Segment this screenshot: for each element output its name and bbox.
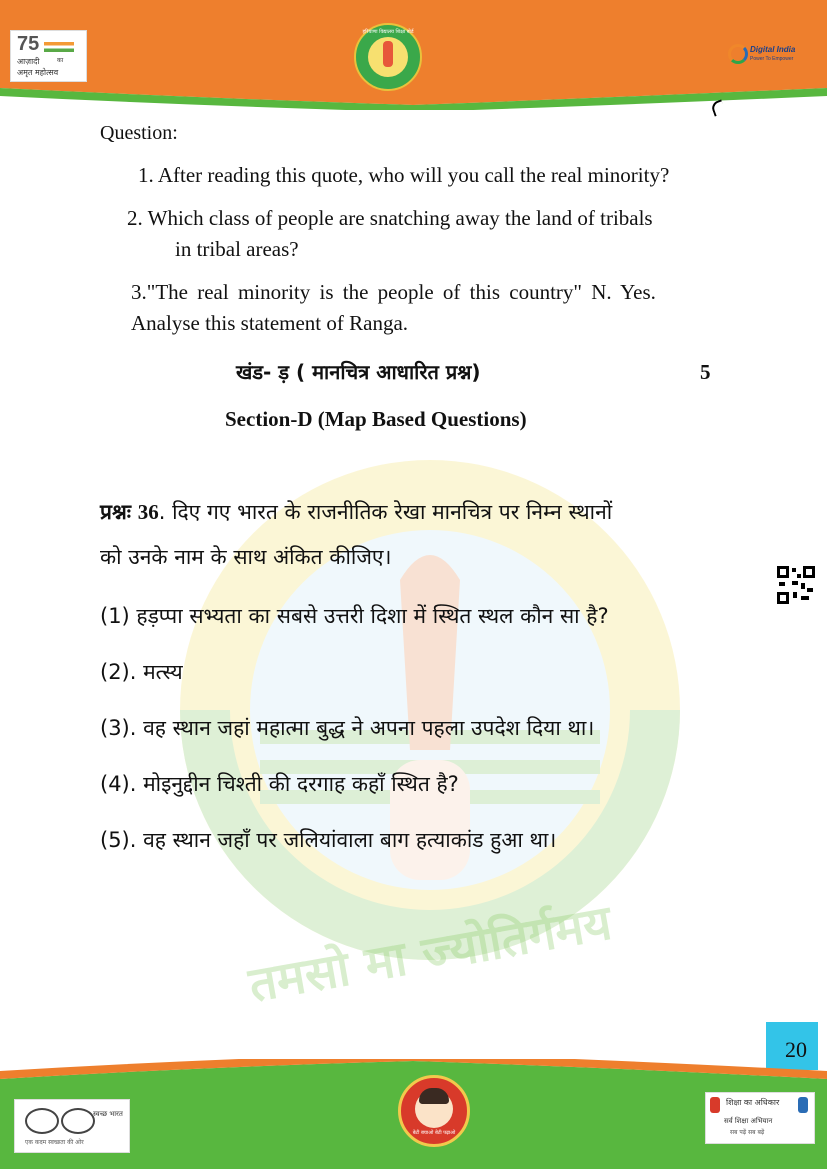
section-title-hindi: खंड- ड़ ( मानचित्र आधारित प्रश्न) — [236, 360, 481, 384]
right-to-education-logo: शिक्षा का अधिकार सर्व शिक्षा अभियान सब पढ़ें सब बढ़ें — [705, 1092, 815, 1144]
question-item-1: 1. After reading this quote, who will you call the real minority? — [138, 163, 670, 187]
question-item-2: 2. Which class of people are snatching away the land of tribals — [127, 206, 653, 230]
qr-code[interactable] — [777, 566, 815, 604]
hbse-board-logo: हरियाणा विद्यालय शिक्षा बोर्ड — [354, 23, 422, 91]
question-36-text: . दिए गए भारत के राजनीतिक रेखा मानचित्र पर निम्न स्थानों — [158, 500, 613, 524]
question-36-line-2: को उनके नाम के साथ अंकित कीजिए। — [100, 545, 392, 569]
swachh-bharat-logo: स्वच्छ भारत एक कदम स्वच्छता की ओर — [14, 1099, 130, 1153]
section-marks: 5 — [700, 360, 711, 384]
azadi-ka-amrit-mahotsav-logo: 75 आज़ादी का अमृत महोत्सव — [10, 30, 87, 82]
question-number: 36 — [137, 500, 159, 524]
question-item-2-continued: in tribal areas? — [175, 237, 299, 261]
question-prefix: प्रश्नः — [100, 500, 132, 524]
section-title-english: Section-D (Map Based Questions) — [225, 407, 527, 431]
question-36-part-5: (5). वह स्थान जहाँ पर जलियांवाला बाग हत्याकांड हुआ था। — [100, 828, 557, 852]
question-36-line-1 — [100, 498, 612, 526]
page-number: 20 — [785, 1037, 807, 1062]
question-item-3-continued: Analyse this statement of Ranga. — [131, 311, 409, 335]
question-36-part-3: (3). वह स्थान जहां महात्मा बुद्ध ने अपना पहला उपदेश दिया था। — [100, 716, 595, 740]
beti-bachao-beti-padhao-logo: बेटी बचाओ बेटी पढ़ाओ — [398, 1075, 470, 1147]
question-36-part-4: (4). मोइनुद्दीन चिश्ती की दरगाह कहाँ स्थित है? — [100, 772, 459, 796]
question-36-part-2: (2). मत्स्य — [100, 660, 183, 684]
question-item-3: 3."The real minority is the people of this country" N. Yes. — [131, 280, 656, 304]
watermark-motto: तमसो मा ज्योतिर्गमय — [244, 894, 616, 1014]
question-label: Question: — [100, 122, 178, 144]
question-36-part-1: (1) हड़प्पा सभ्यता का सबसे उत्तरी दिशा में स्थित स्थल कौन सा है? — [100, 604, 609, 628]
digital-india-logo: Digital India Power To Empower — [728, 42, 798, 70]
